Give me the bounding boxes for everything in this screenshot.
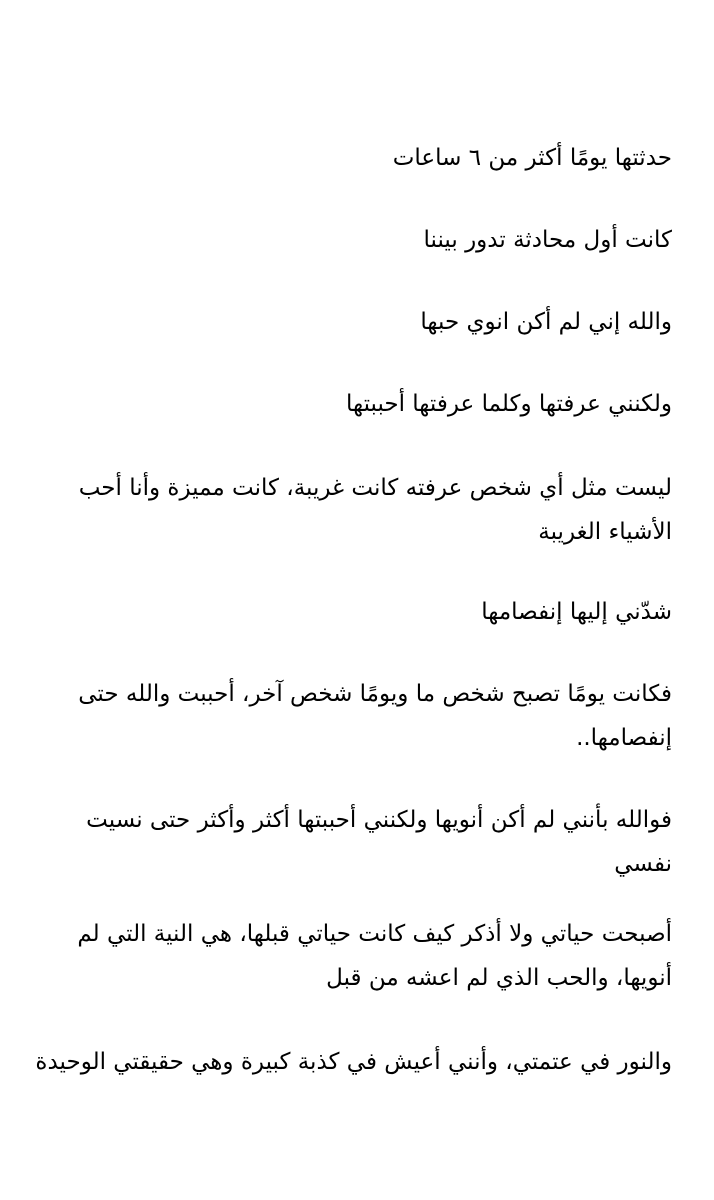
paragraph-line: والنور في عتمتي، وأنني أعيش في كذبة كبيرة وهي حقيقتي الوحيدة: [35, 1049, 672, 1075]
paragraph-line: ليست مثل أي شخص عرفته كانت غريبة، كانت مميزة وأنا أحب: [78, 475, 672, 501]
paragraph-line: والله إني لم أكن انوي حبها: [420, 309, 672, 335]
paragraph-10: [35, 1040, 672, 1084]
paragraph-line: حدثتها يومًا أكثر من ٦ ساعات: [392, 145, 672, 171]
paragraph-5: [42, 466, 672, 554]
paragraph-6: [42, 590, 672, 634]
paragraph-line: كانت أول محادثة تدور بيننا: [423, 227, 672, 253]
paragraph-line: نفسي: [614, 851, 672, 877]
paragraph-line: إنفصامها..: [576, 725, 672, 751]
paragraph-9: [42, 912, 672, 1000]
paragraph-line: فكانت يومًا تصبح شخص ما ويومًا شخص آخر، أحببت والله حتى: [78, 681, 672, 707]
paragraph-1: [42, 136, 672, 180]
paragraph-line: أصبحت حياتي ولا أذكر كيف كانت حياتي قبلها، هي النية التي لم: [77, 921, 672, 947]
paragraph-2: [42, 218, 672, 262]
paragraph-3: [42, 300, 672, 344]
paragraph-line: أنويها، والحب الذي لم اعشه من قبل: [326, 965, 672, 991]
paragraph-8: [42, 798, 672, 886]
paragraph-7: [42, 672, 672, 760]
paragraph-line: الأشياء الغريبة: [538, 519, 672, 545]
paragraph-line: شدّني إليها إنفصامها: [481, 599, 672, 625]
paragraph-4: [42, 382, 672, 426]
paragraph-line: ولكنني عرفتها وكلما عرفتها أحببتها: [345, 391, 672, 417]
paragraph-line: فوالله بأنني لم أكن أنويها ولكنني أحببتها أكثر وأكثر حتى نسيت: [86, 807, 672, 833]
